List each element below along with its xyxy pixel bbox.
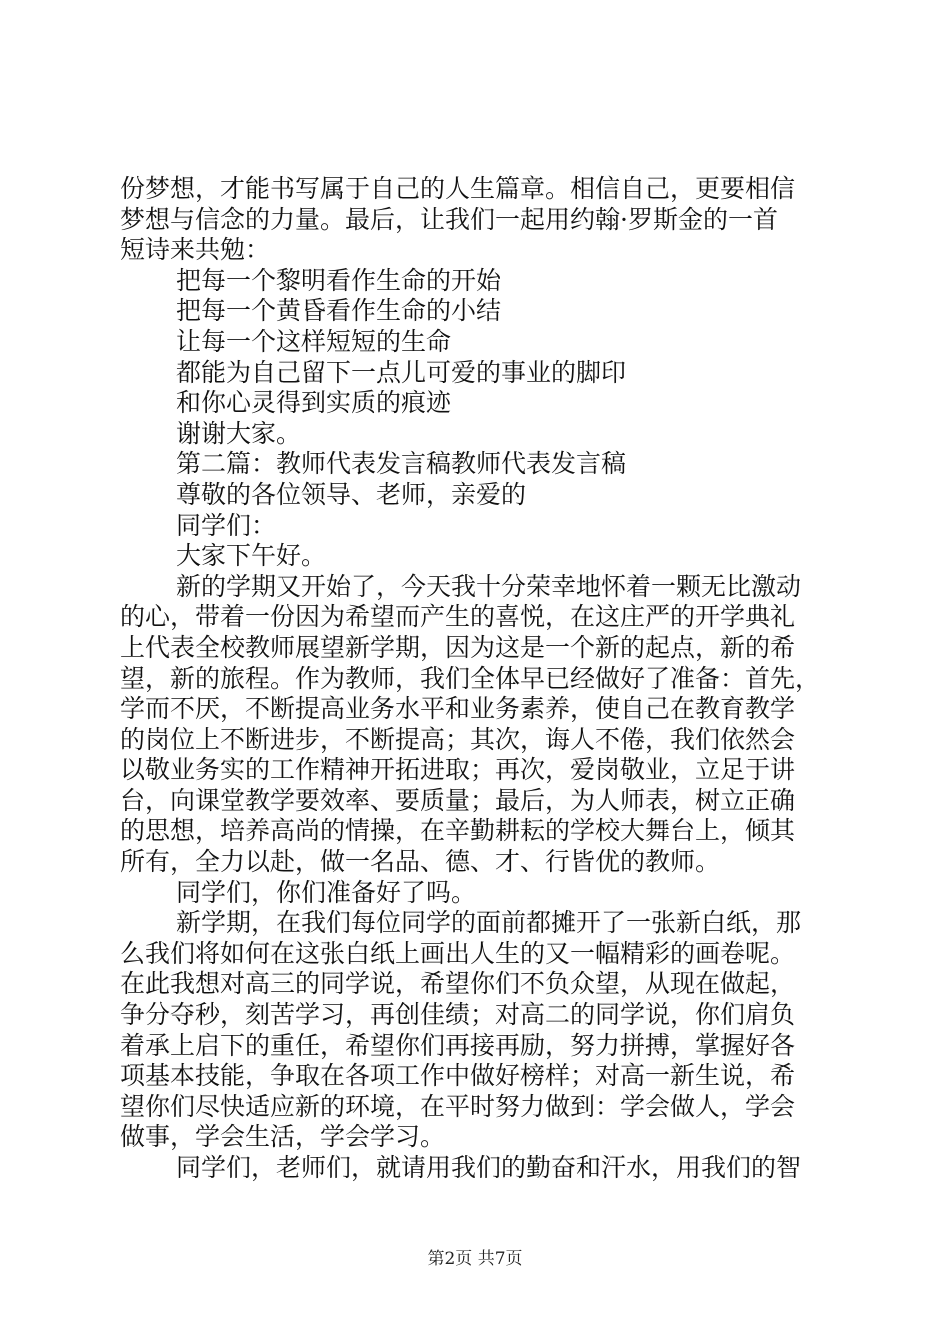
text-line: 做事，学会生活，学会学习。 bbox=[120, 1122, 446, 1152]
text-line: 同学们，老师们，就请用我们的勤奋和汗水，用我们的智 bbox=[176, 1153, 802, 1182]
text-line: 么我们将如何在这张白纸上画出人生的又一幅精彩的画卷呢。 bbox=[120, 938, 796, 968]
text-line: 所有，全力以赴，做一名品、德、才、行皆优的教师。 bbox=[120, 847, 721, 877]
text-line: 以敬业务实的工作精神开拓进取；再次，爱岗敬业，立足于讲 bbox=[120, 755, 796, 785]
text-line: 尊敬的各位领导、老师，亲爱的 bbox=[176, 479, 527, 509]
text-line: 学而不厌，不断提高业务水平和业务素养，使自己在教育教学 bbox=[120, 694, 796, 724]
text-line: 的心，带着一份因为希望而产生的喜悦，在这庄严的开学典礼 bbox=[120, 602, 796, 632]
text-line: 的思想，培养高尚的情操，在辛勤耕耘的学校大舞台上，倾其 bbox=[120, 816, 796, 846]
text-line: 的岗位上不断进步，不断提高；其次，诲人不倦，我们依然会 bbox=[120, 724, 796, 754]
text-line: 望，新的旅程。作为教师，我们全体早已经做好了准备：首先， bbox=[120, 663, 821, 693]
text-line: 项基本技能，争取在各项工作中做好榜样；对高一新生说，希 bbox=[120, 1061, 796, 1091]
text-line: 谢谢大家。 bbox=[176, 418, 302, 448]
text-line: 在此我想对高三的同学说，希望你们不负众望，从现在做起， bbox=[120, 969, 796, 999]
text-line: 同学们： bbox=[176, 510, 277, 540]
text-line: 新学期，在我们每位同学的面前都摊开了一张新白纸，那 bbox=[176, 908, 802, 938]
page-footer: 第2页 共7页 bbox=[427, 1249, 523, 1269]
text-line: 把每一个黎明看作生命的开始 bbox=[176, 265, 502, 295]
text-line: 把每一个黄昏看作生命的小结 bbox=[176, 296, 502, 326]
text-line: 份梦想，才能书写属于自己的人生篇章。相信自己，更要相信 bbox=[120, 174, 796, 203]
document-body bbox=[120, 174, 840, 1184]
text-line: 梦想与信念的力量。最后，让我们一起用约翰·罗斯金的一首 bbox=[120, 204, 778, 234]
text-line: 短诗来共勉： bbox=[120, 235, 271, 265]
text-line: 让每一个这样短短的生命 bbox=[176, 326, 452, 356]
text-line: 上代表全校教师展望新学期，因为这是一个新的起点，新的希 bbox=[120, 632, 796, 662]
text-line: 望你们尽快适应新的环境，在平时努力做到：学会做人，学会 bbox=[120, 1091, 796, 1121]
text-line: 第二篇：教师代表发言稿教师代表发言稿 bbox=[176, 449, 627, 479]
text-line: 都能为自己留下一点儿可爱的事业的脚印 bbox=[176, 357, 627, 387]
text-line: 同学们，你们准备好了吗。 bbox=[176, 877, 477, 907]
text-line: 着承上启下的重任，希望你们再接再励，努力拼搏，掌握好各 bbox=[120, 1030, 796, 1060]
text-line: 和你心灵得到实质的痕迹 bbox=[176, 388, 452, 418]
text-line: 台，向课堂教学要效率、要质量；最后，为人师表，树立正确 bbox=[120, 785, 796, 815]
text-line: 新的学期又开始了，今天我十分荣幸地怀着一颗无比激动 bbox=[176, 571, 802, 601]
text-line: 争分夺秒，刻苦学习，再创佳绩；对高二的同学说，你们肩负 bbox=[120, 1000, 796, 1030]
text-line: 大家下午好。 bbox=[176, 541, 327, 571]
